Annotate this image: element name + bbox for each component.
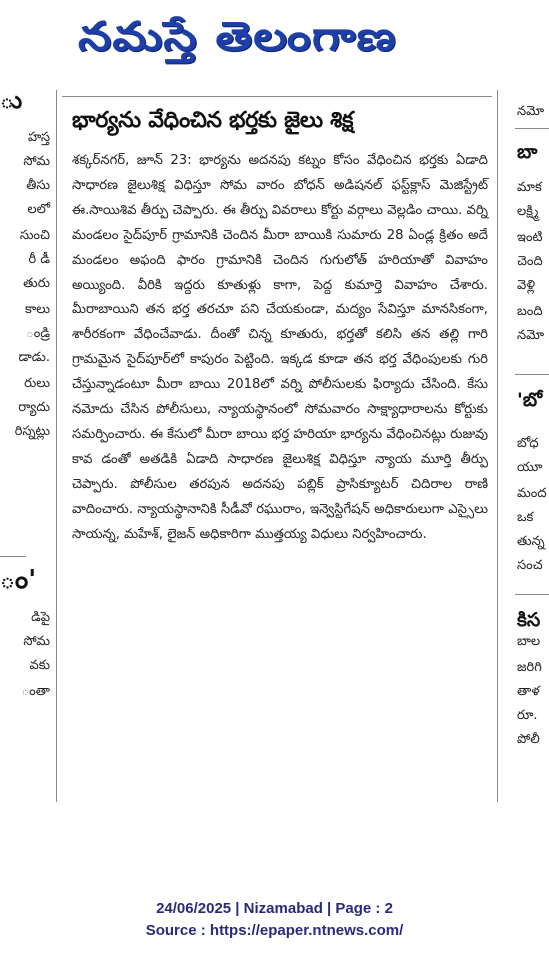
right-column-rule-1 [515, 128, 549, 129]
left-column-text-fragment: రీ డీ [28, 252, 50, 267]
footer-date-edition: 24/06/2025 | Nizamabad | Page : 2 [156, 900, 393, 917]
left-column-text-fragment: తురు [23, 276, 50, 291]
right-column-text-fragment: వెళ్లి [517, 278, 536, 293]
left-column-text-fragment: ంతా [21, 684, 50, 699]
left-column-text-fragment: రులు [24, 376, 50, 391]
left-column-text-fragment: సోమ [23, 154, 50, 169]
right-column-text-fragment: తాళ [517, 684, 540, 699]
article-headline: భార్యను వేధించిన భర్తకు జైలు శిక్ష [72, 108, 354, 133]
right-column-text-fragment: సంచ [517, 558, 543, 573]
right-column-text-fragment: ఇంటి [517, 230, 543, 245]
right-column-text-fragment: నమో [517, 328, 545, 343]
right-column-text-fragment: నమో [517, 104, 545, 119]
right-column-text-fragment: తున్న [517, 534, 545, 549]
left-column-text-fragment: లలో [27, 202, 50, 217]
right-column-text-fragment: బోధ [517, 436, 539, 451]
right-column-text-fragment: బంది [517, 304, 543, 319]
right-column-rule-2 [515, 374, 549, 375]
article-body: శక్కర్‌నగర్, జూన్ 23: భార్యను అదనపు కట్నం కోసం వేధించిన భర్తకు ఏడాది సాధారణ జైలుశిక్ష విధిస్తూ సోమ వారం బోధన్ అడిషనల్ ఫస్ట్‌క్లాస్ మెజిస్ట్రేట్ ఈ.సాయిశివ తీర్పు చెప్పారు. ఈ తీర్పు వివరాలు కోర్టు వర్గాలు వెల్లడిం చాయి. వర్ని మండలం సైద్‌పూర్ గ్రామానికి చెందిన మీరా బాయికి సుమారు 28 ఏండ్ల క్రితం అదే మండలం అఫంది ఫారం గ్రామానికి చెందిన గుగులోత్ హరియాతో వివాహం అయ్యింది. వీరికి ఇద్దరు కూతుళ్లు కాగా, పెద్ద కుమార్తె వివాహం చేశారు. మీరాబాయిని తన భర్త తరచూ పని చేయకుండా, మద్యం సేవిస్తూ మానసికంగా, శారీరకంగా వేధించేవాడు. దీంతో చిన్న కూతురు, భర్తతో కలిసి తన తల్లి గారి గ్రామమైన సైద్‌పూర్‌లో కాపురం పెట్టింది. ఇక్కడ కూడా తన భర్త వేధింపులకు గురి చేస్తున్నాడంటూ మీరా బాయి 2018లో వర్ని పోలీసులకు ఫిర్యాదు చేసింది. కేసు నమోదు చేసిన పోలీసులు, న్యాయస్థానంలో సోమవారం సాక్ష్యాధారాలను కోర్టుకు సమర్పించారు. ఈ కేసులో మీరా బాయి భర్త హరియా భార్యను వేధించినట్లు రుజువు కావ డంతో అతడికి ఏడాది సాధారణ జైలుశిక్ష విధిస్తూ న్యాయ మూర్తి తీర్పు చెప్పారు. పోలీసుల తరపున అదనపు పబ్లిక్ ప్రాసిక్యూటర్ చిదిరాల రాణి వాదించారు. న్యాయస్థానానికి సీడీవో రఘురాం, ఇన్వెస్టిగేషన్ అధికారులుగా ఎస్సైలు సాయన్న, మహేశ్, లైజన్ అధికారిగా ముత్తయ్య విధులు నిర్వహించారు. [72, 153, 488, 542]
left-column-headline-fragment-2: ం' [0, 565, 37, 595]
left-column-text-fragment: సోమ [23, 634, 50, 649]
left-column-text-fragment: డిపై [31, 610, 50, 625]
article-rule-top [62, 96, 492, 97]
right-column-headline-fragment: బా [517, 141, 538, 163]
right-column-text-fragment: రూ. [517, 708, 538, 723]
left-column-text-fragment: ండ్రి [26, 326, 50, 341]
left-column-text-fragment: ర్యాదు [18, 400, 50, 415]
right-column-text-fragment: జరిగి [517, 660, 542, 675]
column-divider-left [56, 90, 57, 802]
right-column-text-fragment: మాక [517, 180, 542, 195]
left-column-text-fragment: డాడు. [18, 350, 50, 365]
footer-source: Source : https://epaper.ntnews.com/ [145, 922, 404, 939]
left-column-text-fragment: తీసు [26, 178, 50, 193]
column-divider-right [497, 90, 498, 802]
right-column-text-fragment: బాల [517, 634, 541, 649]
left-column-text-fragment: వకు [29, 658, 50, 673]
right-column-rule-3 [515, 594, 549, 595]
right-column-text-fragment: ఒక [517, 510, 534, 525]
right-column-text-fragment: మంద [517, 486, 547, 501]
right-column-text-fragment: యూ [517, 460, 543, 475]
right-column-text-fragment: చెంది [517, 254, 543, 269]
right-column-headline-fragment: 'బో [517, 389, 543, 411]
left-column-text-fragment: కాలు [25, 302, 50, 317]
right-column-headline-fragment: కిస [517, 609, 541, 631]
left-column-headline-fragment-1: ు [0, 86, 23, 114]
right-column-text-fragment: పోలీ [517, 732, 540, 747]
right-column-text-fragment: లక్ష్మి [517, 204, 539, 219]
left-column-text-fragment: రిస్నట్లు [14, 424, 50, 439]
left-column-text-fragment: సుంచి [19, 228, 50, 243]
left-column-text-fragment: హస్త [27, 130, 50, 145]
left-column-rule [0, 556, 26, 557]
masthead-title: నమస్తే తెలంగాణ [78, 14, 397, 60]
